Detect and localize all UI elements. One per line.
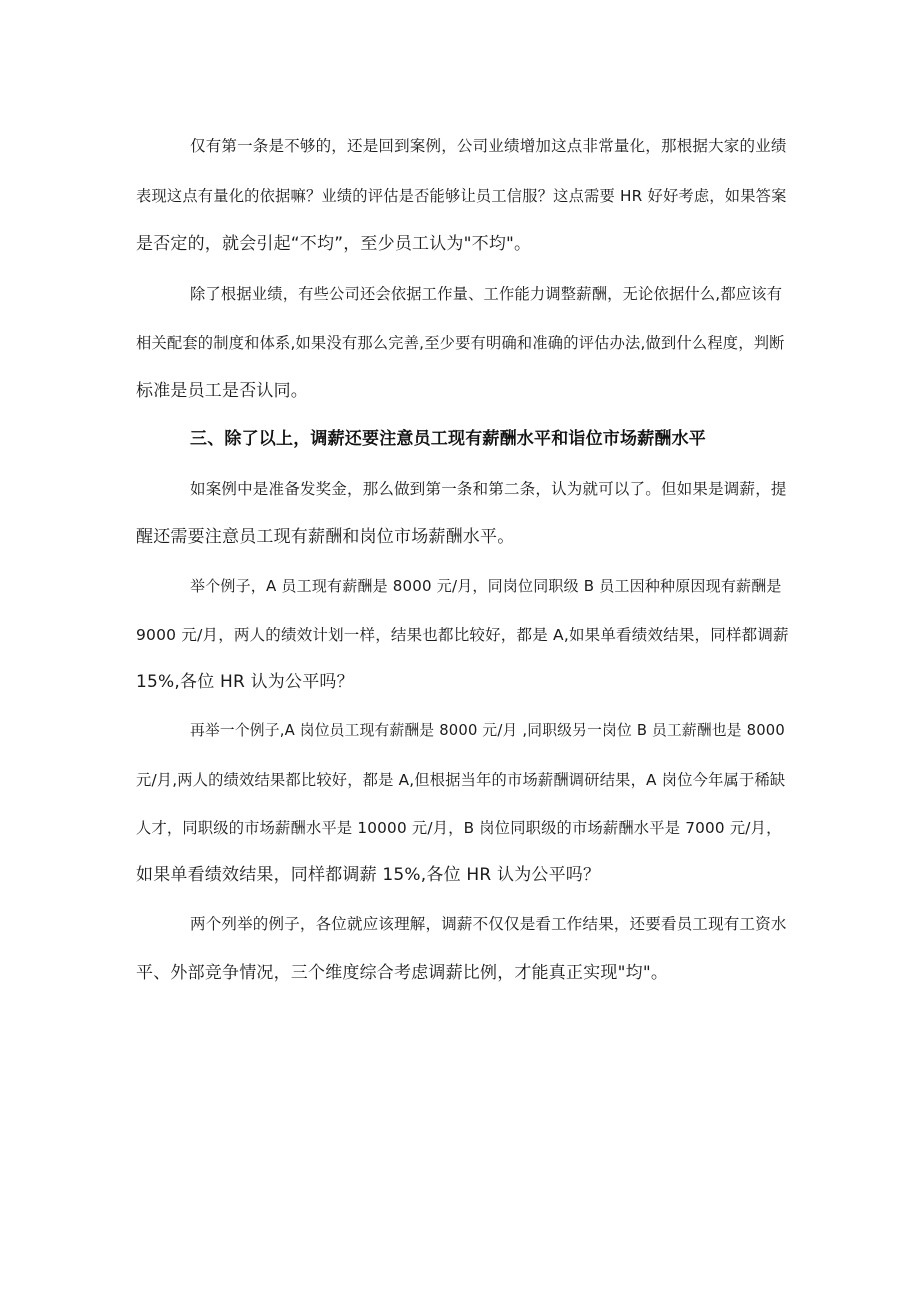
paragraph-4-line-1: 举个例子，A 员工现有薪酬是 8000 元/月，同岗位同职级 B 员工因种种原因现有薪酬是 <box>190 577 782 595</box>
paragraph-2-line-3: 标准是员工是否认同。 <box>136 381 308 401</box>
paragraph-1-line-2: 表现这点有量化的依据嘛？业绩的评估是否能够让员工信服？这点需要 HR 好好考虑，如果答案 <box>136 187 787 205</box>
paragraph-1-line-1: 仅有第一条是不够的，还是回到案例，公司业绩增加这点非常量化，那根据大家的业绩 <box>190 137 787 155</box>
paragraph-2-line-1: 除了根据业绩，有些公司还会依据工作量、工作能力调整薪酬，无论依据什么,都应该有 <box>190 285 783 303</box>
paragraph-3-line-1: 如案例中是准备发奖金，那么做到第一条和第二条，认为就可以了。但如果是调薪，提 <box>190 480 787 498</box>
paragraph-2-line-2: 相关配套的制度和体系,如果没有那么完善,至少要有明确和准确的评估办法,做到什么程度，判断 <box>136 334 785 352</box>
section-heading-3: 三、除了以上，调薪还要注意员工现有薪酬水平和诣位市场薪酬水平 <box>190 429 706 449</box>
paragraph-5-line-3: 人才，同职级的市场薪酬水平是 10000 元/月，B 岗位同职级的市场薪酬水平是 7000 元/月， <box>136 819 782 837</box>
paragraph-5-line-4: 如果单看绩效结果，同样都调薪 15%,各位 HR 认为公平吗？ <box>136 865 601 885</box>
paragraph-1-line-3: 是否定的，就会引起“不均”，至少员工认为"不均"。 <box>136 234 532 254</box>
paragraph-3-line-2: 醒还需要注意员工现有薪酬和岗位市场薪酬水平。 <box>136 527 515 547</box>
paragraph-5-line-2: 元/月,两人的绩效结果都比较好，都是 A,但根据当年的市场薪酬调研结果，A 岗位今年属于稀缺 <box>136 771 786 789</box>
paragraph-5-line-1: 再举一个例子,A 岗位员工现有薪酬是 8000 元/月 ,同职级另一岗位 B 员工薪酬也是 8000 <box>190 722 785 739</box>
paragraph-6-line-2: 平、外部竞争情况，三个维度综合考虑调薪比例，才能真正实现"均"。 <box>136 963 669 983</box>
paragraph-4-line-3: 15%,各位 HR 认为公平吗？ <box>136 672 354 692</box>
paragraph-4-line-2: 9000 元/月，两人的绩效计划一样，结果也都比较好，都是 A,如果单看绩效结果，同样都调薪 <box>136 626 789 644</box>
paragraph-6-line-1: 两个列举的例子，各位就应该理解，调薪不仅仅是看工作结果，还要看员工现有工资水 <box>190 915 787 933</box>
